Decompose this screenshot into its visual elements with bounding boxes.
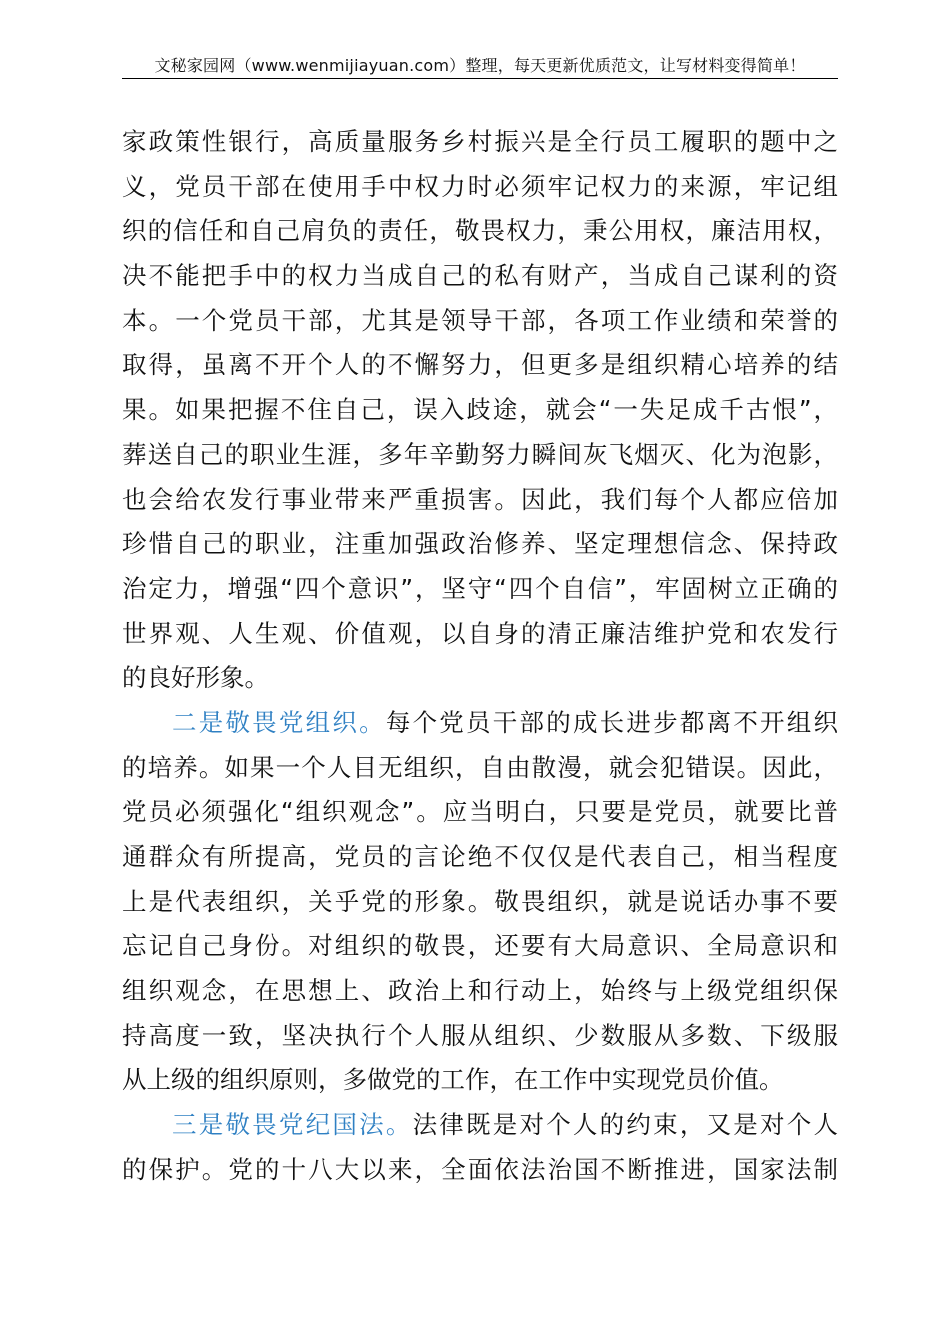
header-text: 文秘家园网（www.wenmijiayuan.com）整理，每天更新优质范文，让写材料变得简单！ <box>154 56 806 75</box>
text-line: 果。如果把握不住自己，误入歧途，就会“一失足成千古恨”， <box>122 395 838 425</box>
section-heading-3: 三是敬畏党纪国法。 <box>172 1110 413 1140</box>
text-line: 党员必须强化“组织观念”。应当明白，只要是党员，就要比普 <box>122 797 838 827</box>
text-line: 珍惜自己的职业，注重加强政治修养、坚定理想信念、保持政 <box>122 529 838 559</box>
text-line: 也会给农发行事业带来严重损害。因此，我们每个人都应倍加 <box>122 484 838 514</box>
section-heading-2: 二是敬畏党组织。 <box>172 707 386 737</box>
text-line: 通群众有所提高，党员的言论绝不仅仅是代表自己，相当程度 <box>122 842 838 871</box>
text-line: 家政策性银行，高质量服务乡村振兴是全行员工履职的题中之 <box>122 127 838 156</box>
text-line: 治定力，增强“四个意识”，坚守“四个自信”，牢固树立正确的 <box>122 573 838 603</box>
text-run: 法律既是对个人的约束，又是对个人 <box>412 1110 838 1140</box>
text-line: 世界观、人生观、价值观，以自身的清正廉洁维护党和农发行 <box>122 618 838 648</box>
text-line: 决不能把手中的权力当成自己的私有财产，当成自己谋利的资 <box>122 261 838 291</box>
text-line: 的保护。党的十八大以来，全面依法治国不断推进，国家法制 <box>122 1154 838 1184</box>
text-line: 组织观念，在思想上、政治上和行动上，始终与上级党组织保 <box>122 976 838 1006</box>
text-line: 从上级的组织原则，多做党的工作，在工作中实现党员价值。 <box>122 1065 784 1095</box>
text-line: 取得，虽离不开个人的不懈努力，但更多是组织精心培养的结 <box>122 350 838 380</box>
text-line: 织的信任和自己肩负的责任，敬畏权力，秉公用权，廉洁用权， <box>122 216 838 246</box>
paragraph-first-line <box>122 701 838 746</box>
text-line: 葬送自己的职业生涯，多年辛勤努力瞬间灰飞烟灭、化为泡影， <box>122 439 838 469</box>
text-line: 本。一个党员干部，尤其是领导干部，各项工作业绩和荣誉的 <box>122 305 838 335</box>
text-line: 上是代表组织，关乎党的形象。敬畏组织，就是说话办事不要 <box>122 886 838 916</box>
page-header <box>122 54 838 79</box>
text-line: 持高度一致，坚决执行个人服从组织、少数服从多数、下级服 <box>122 1020 838 1050</box>
text-line: 的培养。如果一个人目无组织，自由散漫，就会犯错误。因此， <box>122 752 838 782</box>
text-line: 的良好形象。 <box>122 663 269 693</box>
document-body <box>122 120 838 1193</box>
text-run: 每个党员干部的成长进步都离不开组织 <box>385 707 839 737</box>
paragraph-first-line <box>122 1103 838 1148</box>
text-line: 义，党员干部在使用手中权力时必须牢记权力的来源，牢记组 <box>122 171 838 201</box>
text-line: 忘记自己身份。对组织的敬畏，还要有大局意识、全局意识和 <box>122 931 838 961</box>
